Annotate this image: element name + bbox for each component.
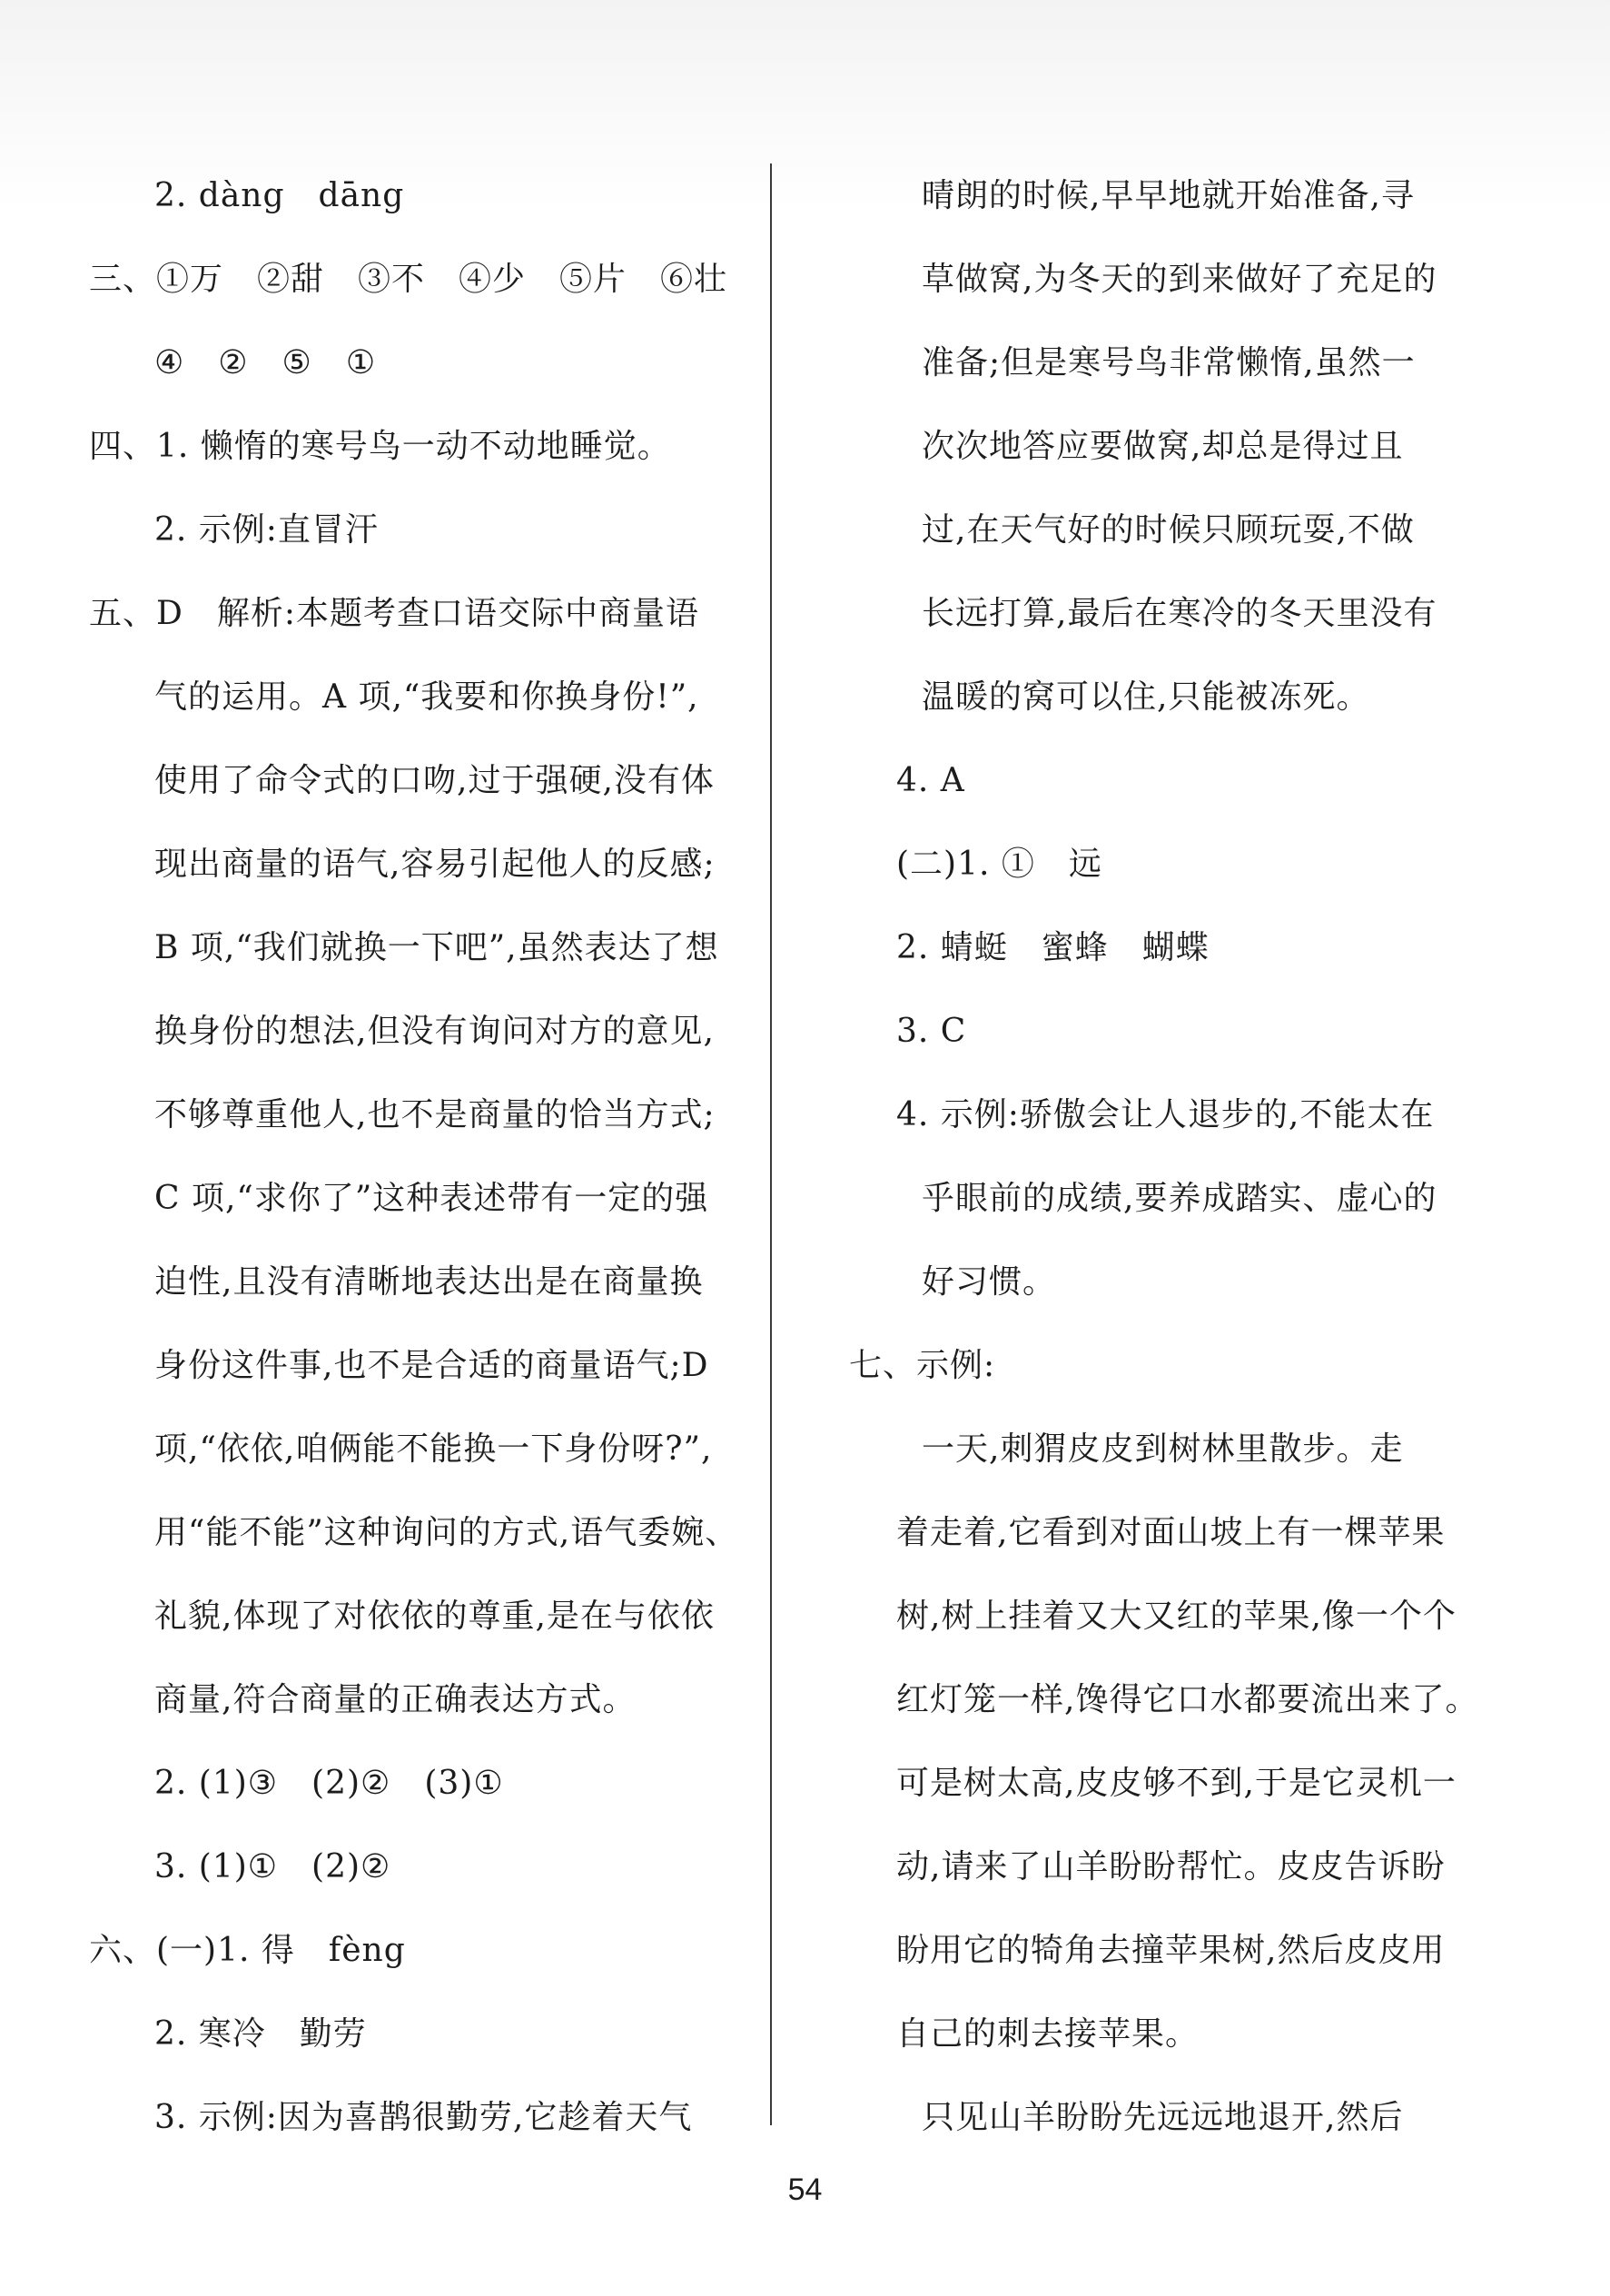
answer-line: 3. (1)① (2)②: [154, 1848, 391, 1885]
answer-line: 商量,符合商量的正确表达方式。: [154, 1681, 637, 1718]
answer-line: 盼用它的犄角去撞苹果树,然后皮皮用: [896, 1932, 1446, 1969]
answer-line: 换身份的想法,但没有询问对方的意见,: [154, 1013, 715, 1050]
answer-line: 项,“依依,咱俩能不能换一下身份呀?”,: [154, 1430, 713, 1468]
answer-line: 红灯笼一样,馋得它口水都要流出来了。: [896, 1681, 1479, 1718]
answer-line: 准备;但是寒号鸟非常懒惰,虽然一: [922, 344, 1416, 381]
answer-line: 迫性,且没有清晰地表达出是在商量换: [154, 1263, 704, 1301]
answer-line: 晴朗的时候,早早地就开始准备,寻: [922, 177, 1415, 214]
answer-line: 不够尊重他人,也不是商量的恰当方式;: [154, 1096, 716, 1133]
answer-line: 身份这件事,也不是合适的商量语气;D: [154, 1347, 709, 1384]
answer-line: 4. A: [896, 762, 965, 799]
answer-line: 2. dàng dāng: [154, 177, 405, 214]
answer-line: 温暖的窝可以住,只能被冻死。: [922, 678, 1370, 716]
answer-line: 4. 示例:骄傲会让人退步的,不能太在: [896, 1096, 1435, 1133]
answer-line: 现出商量的语气,容易引起他人的反感;: [154, 846, 716, 883]
answer-line: 用“能不能”这种询问的方式,语气委婉、: [154, 1514, 739, 1551]
answer-line: 五、D 解析:本题考查口语交际中商量语: [89, 595, 699, 632]
answer-line: ④ ② ⑤ ①: [154, 344, 377, 381]
answer-line: 2. 蜻蜓 蜜蜂 蝴蝶: [896, 929, 1210, 966]
answer-line: 树,树上挂着又大又红的苹果,像一个个: [896, 1598, 1457, 1635]
answer-line: 3. 示例:因为喜鹊很勤劳,它趁着天气: [154, 2099, 693, 2136]
left-column: [89, 154, 761, 2160]
answer-line: 动,请来了山羊盼盼帮忙。皮皮告诉盼: [896, 1848, 1446, 1885]
answer-line: 过,在天气好的时候只顾玩耍,不做: [922, 511, 1415, 549]
answer-line: 四、1. 懒惰的寒号鸟一动不动地睡觉。: [89, 428, 671, 465]
answer-line: 只见山羊盼盼先远远地退开,然后: [922, 2099, 1404, 2136]
answer-line: 2. 示例:直冒汗: [154, 511, 379, 549]
answer-line: 礼貌,体现了对依依的尊重,是在与依依: [154, 1598, 715, 1635]
column-divider: [770, 163, 772, 2125]
answer-line: 六、(一)1. 得 fèng: [89, 1932, 406, 1969]
answer-line: 乎眼前的成绩,要养成踏实、虚心的: [922, 1180, 1437, 1217]
answer-line: 次次地答应要做窝,却总是得过且: [922, 428, 1404, 465]
answer-line: 2. 寒冷 勤劳: [154, 2015, 367, 2053]
answer-line: (二)1. ① 远: [896, 846, 1102, 883]
answer-line: 一天,刺猬皮皮到树林里散步。走: [922, 1430, 1404, 1468]
answer-line: 气的运用。A 项,“我要和你换身份!”,: [154, 678, 699, 716]
answer-line: 可是树太高,皮皮够不到,于是它灵机一: [896, 1765, 1457, 1802]
answer-line: 2. (1)③ (2)② (3)①: [154, 1765, 504, 1802]
answer-line: 自己的刺去接苹果。: [896, 2015, 1200, 2053]
answer-line: 草做窝,为冬天的到来做好了充足的: [922, 261, 1437, 298]
answer-line: 着走着,它看到对面山坡上有一棵苹果: [896, 1514, 1446, 1551]
answer-line: 好习惯。: [922, 1263, 1057, 1301]
answer-line: B 项,“我们就换一下吧”,虽然表达了想: [154, 929, 719, 966]
answer-line: 3. C: [896, 1013, 967, 1050]
answer-line: 长远打算,最后在寒冷的冬天里没有: [922, 595, 1437, 632]
answer-line: 七、示例:: [849, 1347, 996, 1384]
answer-line: C 项,“求你了”这种表述带有一定的强: [154, 1180, 709, 1217]
answer-line: 三、①万 ②甜 ③不 ④少 ⑤片 ⑥壮: [89, 261, 728, 298]
answer-line: 使用了命令式的口吻,过于强硬,没有体: [154, 762, 715, 799]
right-column: [849, 154, 1479, 2160]
page-number: 54: [787, 2172, 823, 2207]
